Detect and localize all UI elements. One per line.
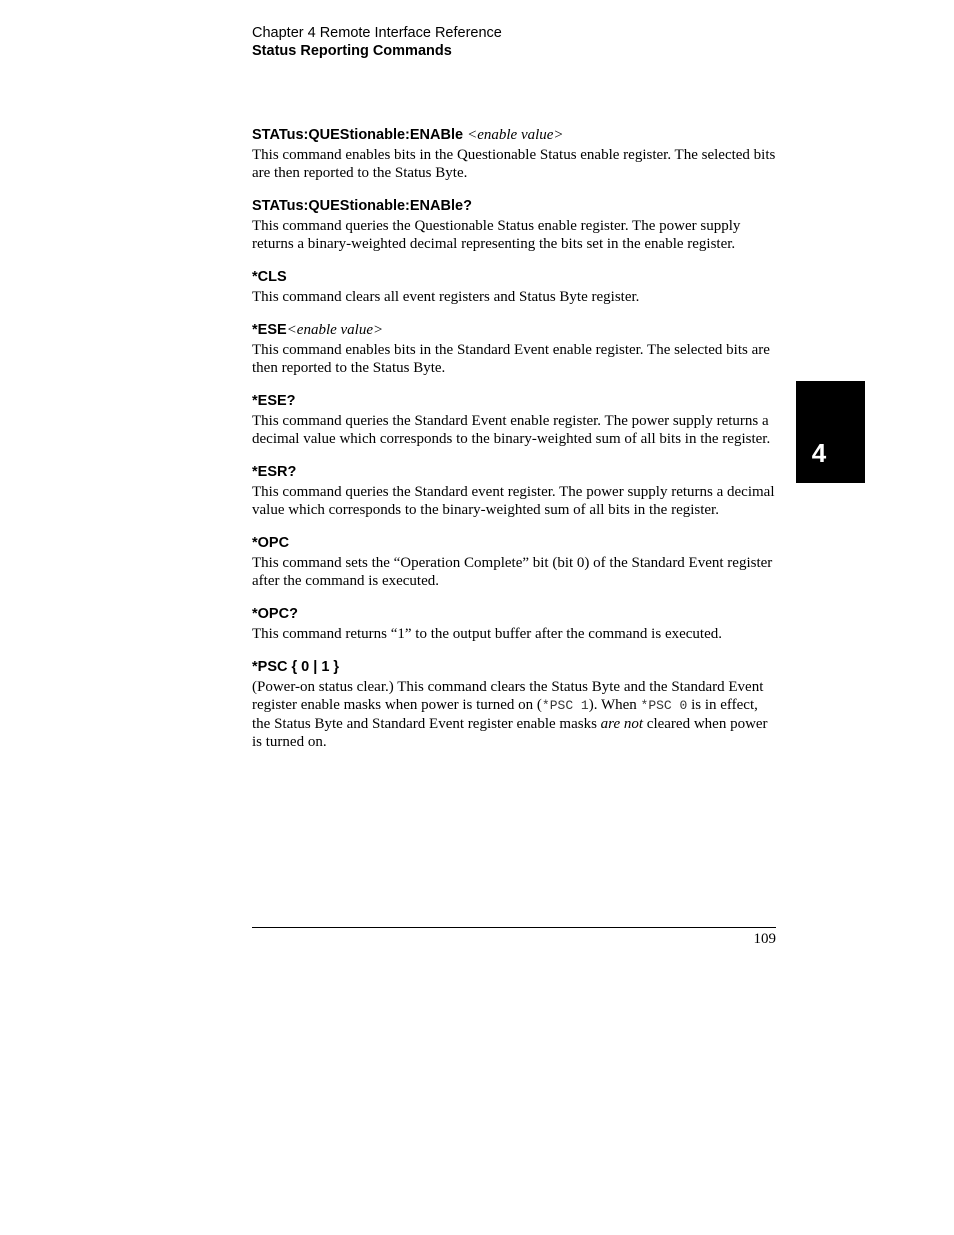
command-argument: <enable value> bbox=[286, 322, 384, 338]
command-list bbox=[252, 126, 778, 766]
command-name: *CLS bbox=[252, 269, 287, 285]
description-text: is in effect, the Status Byte and Standard Event register enable masks bbox=[252, 697, 758, 732]
footer-divider bbox=[252, 927, 776, 928]
code-snippet: *PSC 0 bbox=[640, 698, 688, 713]
command-name: *OPC? bbox=[252, 606, 298, 622]
code-snippet: *PSC 1 bbox=[541, 698, 589, 713]
command-name: *ESR? bbox=[252, 464, 297, 480]
chapter-tab-number: 4 bbox=[811, 438, 827, 468]
command-name: *OPC bbox=[252, 535, 290, 551]
command-name: STATus:QUEStionable:ENABle bbox=[252, 127, 468, 143]
command-entry bbox=[252, 463, 778, 519]
command-entry-psc bbox=[252, 658, 778, 751]
command-title bbox=[252, 392, 778, 410]
description-text: cleared when power is turned on. bbox=[252, 716, 768, 750]
command-description: This command enables bits in the Standard Event enable register. The selected bits are then reported to the Status Byte. bbox=[252, 342, 770, 376]
command-description: This command queries the Standard Event enable register. The power supply returns a decimal value which corresponds to the binary-weighted sum of all bits in the register. bbox=[252, 413, 771, 447]
command-entry bbox=[252, 321, 778, 377]
command-entry bbox=[252, 268, 778, 306]
command-name: STATus:QUEStionable:ENABle? bbox=[252, 198, 472, 214]
command-description: This command enables bits in the Questionable Status enable register. The selected bits are then reported to the Status Byte. bbox=[252, 147, 776, 181]
emphasis-text: are not bbox=[600, 716, 644, 732]
command-entry bbox=[252, 126, 778, 182]
command-title bbox=[252, 463, 778, 481]
command-entry bbox=[252, 605, 778, 643]
command-title bbox=[252, 197, 778, 215]
description-text: ). When bbox=[588, 697, 641, 713]
command-name: *ESE bbox=[252, 322, 287, 338]
command-name: *ESE? bbox=[252, 393, 296, 409]
chapter-tab bbox=[796, 381, 865, 483]
page-number: 109 bbox=[753, 931, 776, 947]
command-title bbox=[252, 126, 778, 144]
command-description: This command clears all event registers and Status Byte register. bbox=[252, 289, 640, 305]
command-argument: <enable value> bbox=[467, 127, 564, 143]
description-text: (Power-on status clear.) This command clears the Status Byte and the Standard Event register enable masks when power is turned on ( bbox=[252, 679, 764, 713]
command-title bbox=[252, 268, 778, 286]
chapter-heading: Chapter 4 Remote Interface Reference bbox=[252, 25, 502, 41]
command-title: *PSC { 0 | 1 } bbox=[252, 659, 340, 675]
command-description: This command queries the Standard event register. The power supply returns a decimal value which corresponds to the binary-weighted sum of all bits in the register. bbox=[252, 484, 775, 518]
command-title bbox=[252, 534, 778, 552]
command-description: This command queries the Questionable Status enable register. The power supply returns a binary-weighted decimal representing the bits set in the enable register. bbox=[252, 218, 741, 252]
command-description bbox=[252, 678, 778, 751]
command-description: This command sets the “Operation Complete” bit (bit 0) of the Standard Event register after the command is executed. bbox=[252, 555, 773, 589]
command-entry bbox=[252, 392, 778, 448]
command-description: This command returns “1” to the output buffer after the command is executed. bbox=[252, 626, 722, 642]
command-title bbox=[252, 321, 778, 339]
section-heading: Status Reporting Commands bbox=[252, 43, 452, 59]
command-entry bbox=[252, 197, 778, 253]
command-title bbox=[252, 605, 778, 623]
command-entry bbox=[252, 534, 778, 590]
